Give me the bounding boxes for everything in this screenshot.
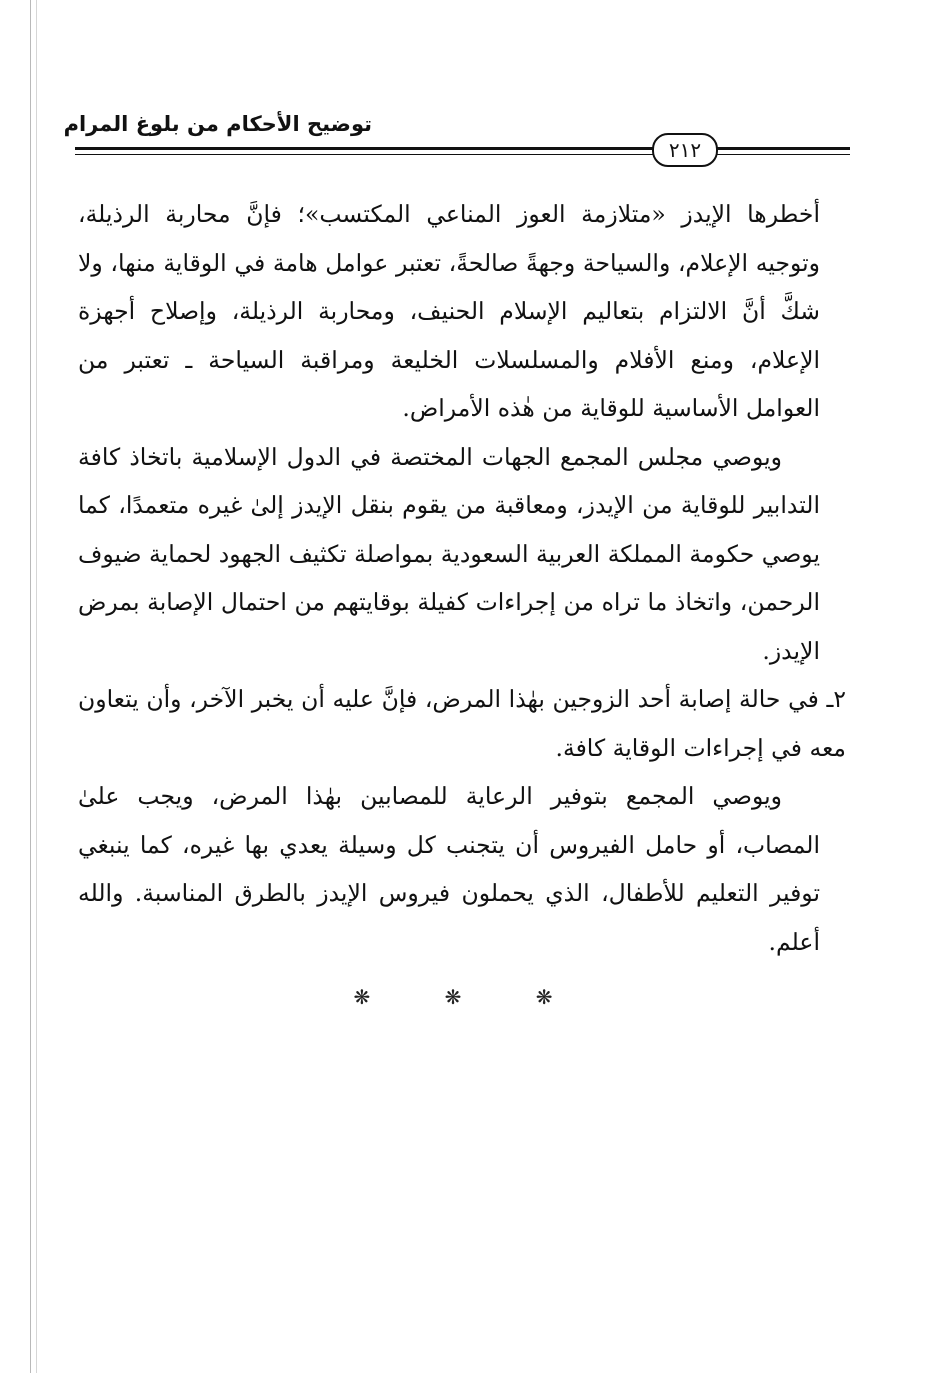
page-number: ٢١٢ xyxy=(652,133,718,167)
numbered-paragraph: ٢ـ في حالة إصابة أحد الزوجين بهٰذا المرض، فإنَّ عليه أن يخبر الآخر، وأن يتعاون معه في إجراءات الوقاية كافة. xyxy=(78,685,847,762)
paragraph: ويوصي مجلس المجمع الجهات المختصة في الدول الإسلامية باتخاذ كافة التدابير للوقاية من الإيدز، ومعاقبة من يقوم بنقل الإيدز إلىٰ غيره متعمدًا، كما يوصي حكومة المملكة العربية السعودية بمواصلة تكثيف الجهود لحماية ضيوف الرحمن، واتخاذ ما تراه من إجراءات كفيلة بوقايتهم من احتمال الإصابة بمرض الإيدز. xyxy=(78,442,820,665)
scan-margin-line xyxy=(30,0,31,1373)
paragraph: ويوصي المجمع بتوفير الرعاية للمصابين بهٰذا المرض، ويجب علىٰ المصاب، أو حامل الفيروس أن يتجنب كل وسيلة يعدي بها غيره، كما ينبغي توفير التعليم للأطفال، الذي يحملون فيروس الإيدز بالطرق المناسبة. والله أعلم. xyxy=(78,782,820,956)
section-divider: ❋ ❋ ❋ xyxy=(353,985,587,1009)
header-rule-thick xyxy=(75,147,850,150)
page-header xyxy=(63,100,850,170)
paragraph: أخطرها الإيدز «متلازمة العوز المناعي المكتسب»؛ فإنَّ محاربة الرذيلة، وتوجيه الإعلام، والسياحة وجهةً صالحةً، تعتبر عوامل هامة في الوقاية منها، ولا شكَّ أنَّ الالتزام بتعاليم الإسلام الحنيف، ومحاربة الرذيلة، وإصلاح أجهزة الإعلام، ومنع الأفلام والمسلسلات الخليعة ومراقبة السياحة ـ تعتبر من العوامل الأساسية للوقاية من هٰذه الأمراض. xyxy=(78,200,820,422)
header-rule-thin xyxy=(75,154,850,155)
body-text xyxy=(78,190,847,966)
scan-margin-line xyxy=(36,0,37,1373)
running-title: توضيح الأحكام من بلوغ المرام xyxy=(63,112,372,136)
